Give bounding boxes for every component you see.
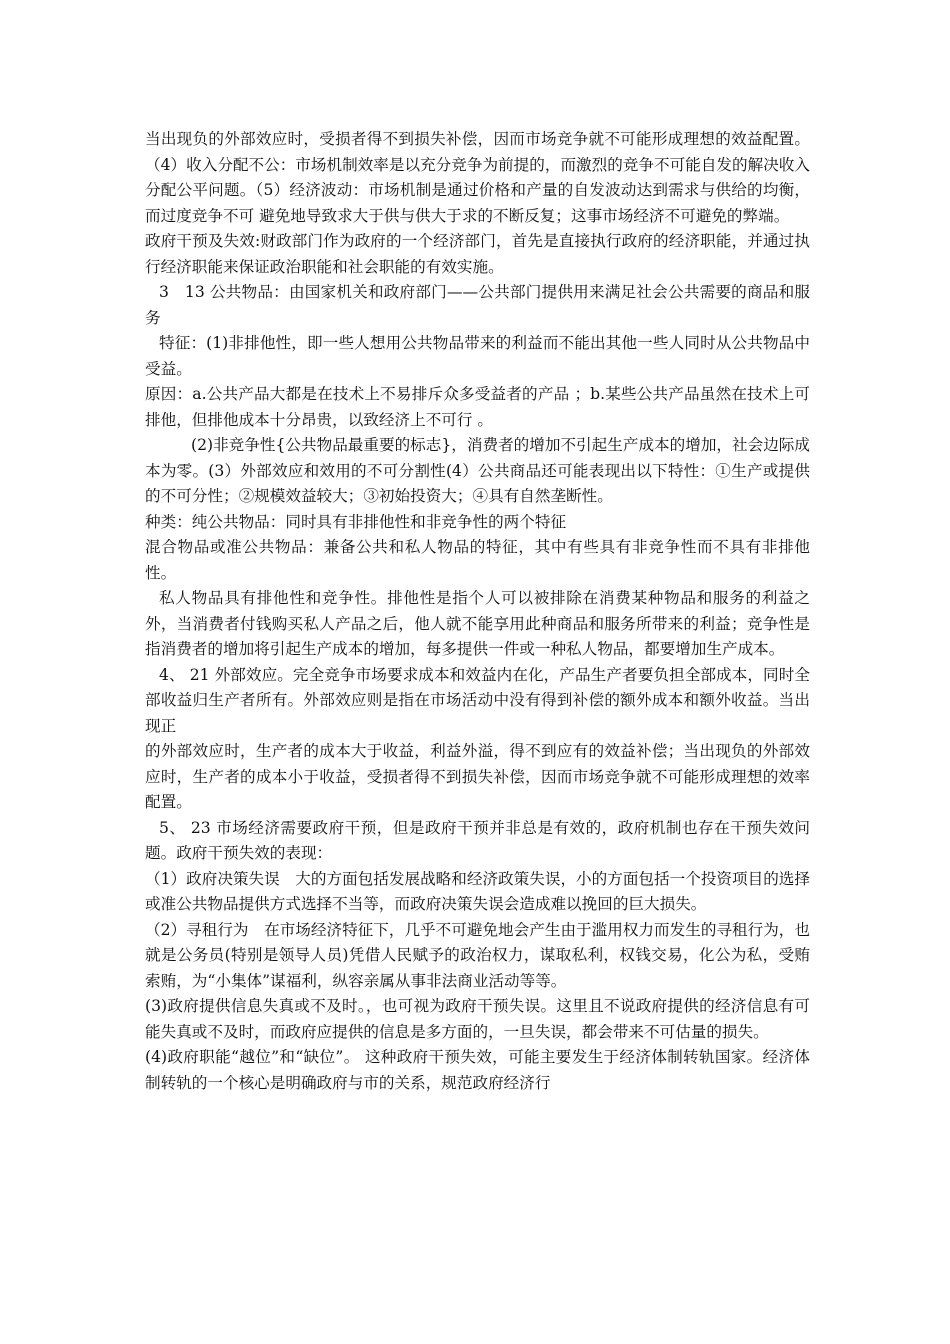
paragraph-public-goods-features: 特征：(1)非排他性，即一些人想用公共物品带来的利益而不能出其他一些人同时从公共物品中受益。 xyxy=(145,334,810,378)
paragraph-externalities-cont: 的外部效应时，生产者的成本大于收益，利益外溢，得不到应有的效益补偿；当出现负的外部效应时，生产者的成本小于收益，受损者得不到损失补偿，因而市场竞争就不可能形成理想的效率配置。 xyxy=(145,742,810,811)
paragraph-public-goods-definition: 3 13 公共物品：由国家机关和政府部门——公共部门提供用来满足社会公共需要的商品和服务 xyxy=(145,283,810,327)
paragraph-market-failure-cont: 当出现负的外部效应时，受损者得不到损失补偿，因而市场竞争就不可能形成理想的效益配置。（4）收入分配不公：市场机制效率是以充分竞争为前提的，而激烈的竞争不可能自发的解决收入分配公平问题。（5）经济波动：市场机制是通过价格和产量的自发波动达到需求与供给的均衡，而过度竞争不可 避免地导致求大于供与供大于求的不断反复；这事市场经济不可避免的弊端。 xyxy=(145,130,810,225)
paragraph-decision-errors: （1）政府决策失误 大的方面包括发展战略和经济政策失误，小的方面包括一个投资项目的选择或准公共物品提供方式选择不当等，而政府决策失误会造成难以挽回的巨大损失。 xyxy=(145,869,810,913)
paragraph-government-intervention: 政府干预及失效:财政部门作为政府的一个经济部门，首先是直接执行政府的经济职能，并通过执行经济职能来保证政治职能和社会职能的有效实施。 xyxy=(145,232,810,276)
paragraph-government-failure-intro: 5、 23 市场经济需要政府干预，但是政府干预并非总是有效的，政府机制也存在干预失效问题。政府干预失效的表现： xyxy=(145,818,810,862)
paragraph-types-mixed: 混合物品或准公共物品：兼备公共和私人物品的特征，其中有些具有非竞争性而不具有非排他性。 xyxy=(145,538,810,582)
paragraph-information-distortion: (3)政府提供信息失真或不及时。，也可视为政府干预失误。这里且不说政府提供的经济信息有可能失真或不及时，而政府应提供的信息是多方面的，一旦失误，都会带来不可估量的损失。 xyxy=(145,997,810,1041)
paragraph-externalities: 4、 21 外部效应。完全竞争市场要求成本和效益内在化，产品生产者要负担全部成本，同时全部收益归生产者所有。外部效应则是指在市场活动中没有得到补偿的额外成本和额外收益。当出现正 xyxy=(145,665,810,735)
paragraph-rent-seeking: （2）寻租行为 在市场经济特征下，几乎不可避免地会产生由于滥用权力而发生的寻租行为，也就是公务员(特别是领导人员)凭借人民赋予的政治权力，谋取私利，权钱交易，化公为私，受贿索贿，为“小集体”谋福利，纵容亲属从事非法商业活动等等。 xyxy=(145,920,810,990)
paragraph-private-goods: 私人物品具有排他性和竞争性。排他性是指个人可以被排除在消费某种物品和服务的利益之外，当消费者付钱购买私人产品之后，他人就不能享用此种商品和服务所带来的利益；竞争性是指消费者的增加将引起生产成本的增加，每多提供一件或一种私人物品，都要增加生产成本。 xyxy=(145,589,810,658)
paragraph-types-pure: 种类：纯公共物品：同时具有非排他性和非竞争性的两个特征 xyxy=(145,512,567,531)
paragraph-non-rivalry: (2)非竞争性{公共物品最重要的标志}，消费者的增加不引起生产成本的增加，社会边际成本为零。(3）外部效应和效用的不可分割性(4）公共商品还可能表现出以下特性：①生产或提供的不可分性；②规模效益较大；③初始投资大；④具有自然垄断性。 xyxy=(145,436,810,505)
document-body xyxy=(145,127,810,1096)
paragraph-function-offside: (4)政府职能“越位”和“缺位”。 这种政府干预失效，可能主要发生于经济体制转轨国家。经济体制转轨的一个核心是明确政府与市的关系，规范政府经济行 xyxy=(145,1048,810,1092)
paragraph-reasons: 原因：a.公共产品大都是在技术上不易排斥众多受益者的产品 ；b.某些公共产品虽然在技术上可排他，但排他成本十分昂贵，以致经济上不可行 。 xyxy=(145,385,810,429)
